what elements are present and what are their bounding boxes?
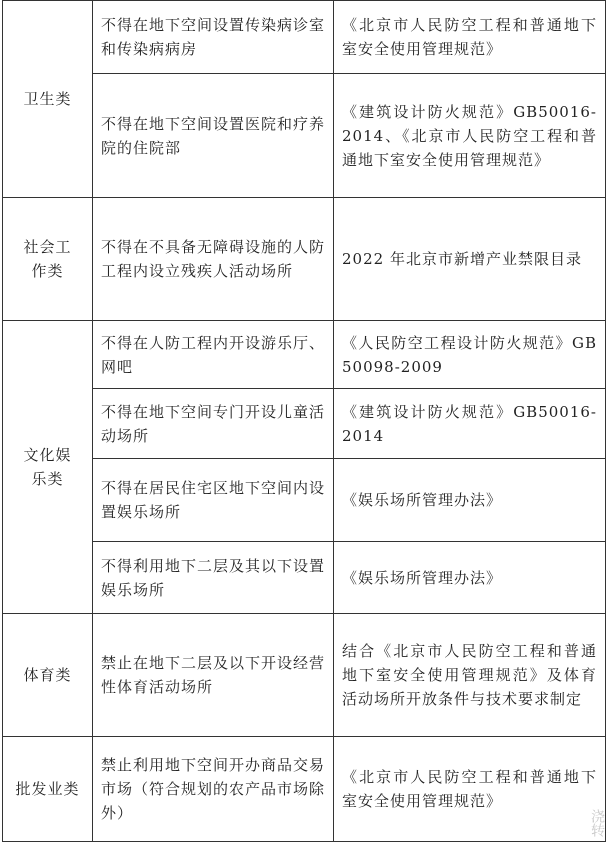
category-cell-culture: [3, 321, 93, 614]
category-cell-social: [3, 198, 93, 321]
basis-cell: 《建筑设计防火规范》GB50016-2014、《北京市人民防空工程和普通地下室安全使用管理规范》: [334, 74, 606, 198]
basis-cell: 《北京市人民防空工程和普通地下室安全使用管理规范》: [334, 1, 606, 74]
rule-cell: 不得在地下空间专门开设儿童活动场所: [93, 389, 334, 459]
rule-cell: 不得利用地下二层及其以下设置娱乐场所: [93, 542, 334, 614]
basis-cell: 《北京市人民防空工程和普通地下室安全使用管理规范》: [334, 737, 606, 842]
table-row: [3, 321, 606, 389]
rule-cell: 不得在不具备无障碍设施的人防工程内设立残疾人活动场所: [93, 198, 334, 321]
rule-cell: 不得在人防工程内开设游乐厅、网吧: [93, 321, 334, 389]
basis-cell: 《建筑设计防火规范》GB50016-2014: [334, 389, 606, 459]
rule-cell: 不得在地下空间设置医院和疗养院的住院部: [93, 74, 334, 198]
basis-cell: 《人民防空工程设计防火规范》GB 50098-2009: [334, 321, 606, 389]
table-row: [3, 74, 606, 198]
basis-cell: 《娱乐场所管理办法》: [334, 542, 606, 614]
table-row: [3, 389, 606, 459]
table-row: [3, 737, 606, 842]
regulation-table: [2, 0, 606, 842]
category-label: 文化娱乐类: [23, 446, 72, 488]
table-row: [3, 614, 606, 737]
basis-cell: 2022 年北京市新增产业禁限目录: [334, 198, 606, 321]
basis-cell: 《娱乐场所管理办法》: [334, 459, 606, 542]
rule-cell: 不得在居民住宅区地下空间内设置娱乐场所: [93, 459, 334, 542]
watermark: 浇转: [589, 809, 605, 837]
category-label: 社会工作类: [23, 238, 72, 280]
table-row: [3, 1, 606, 74]
table-row: [3, 459, 606, 542]
rule-cell: 不得在地下空间设置传染病诊室和传染病病房: [93, 1, 334, 74]
rule-cell: 禁止利用地下空间开办商品交易市场（符合规划的农产品市场除外）: [93, 737, 334, 842]
basis-cell: 结合《北京市人民防空工程和普通地下室安全使用管理规范》及体育活动场所开放条件与技术要求制定: [334, 614, 606, 737]
category-cell-wholesale: 批发业类: [3, 737, 93, 842]
rule-cell: 禁止在地下二层及以下开设经营性体育活动场所: [93, 614, 334, 737]
table-row: [3, 542, 606, 614]
table-row: [3, 198, 606, 321]
category-cell-health: 卫生类: [3, 1, 93, 198]
category-cell-sports: 体育类: [3, 614, 93, 737]
